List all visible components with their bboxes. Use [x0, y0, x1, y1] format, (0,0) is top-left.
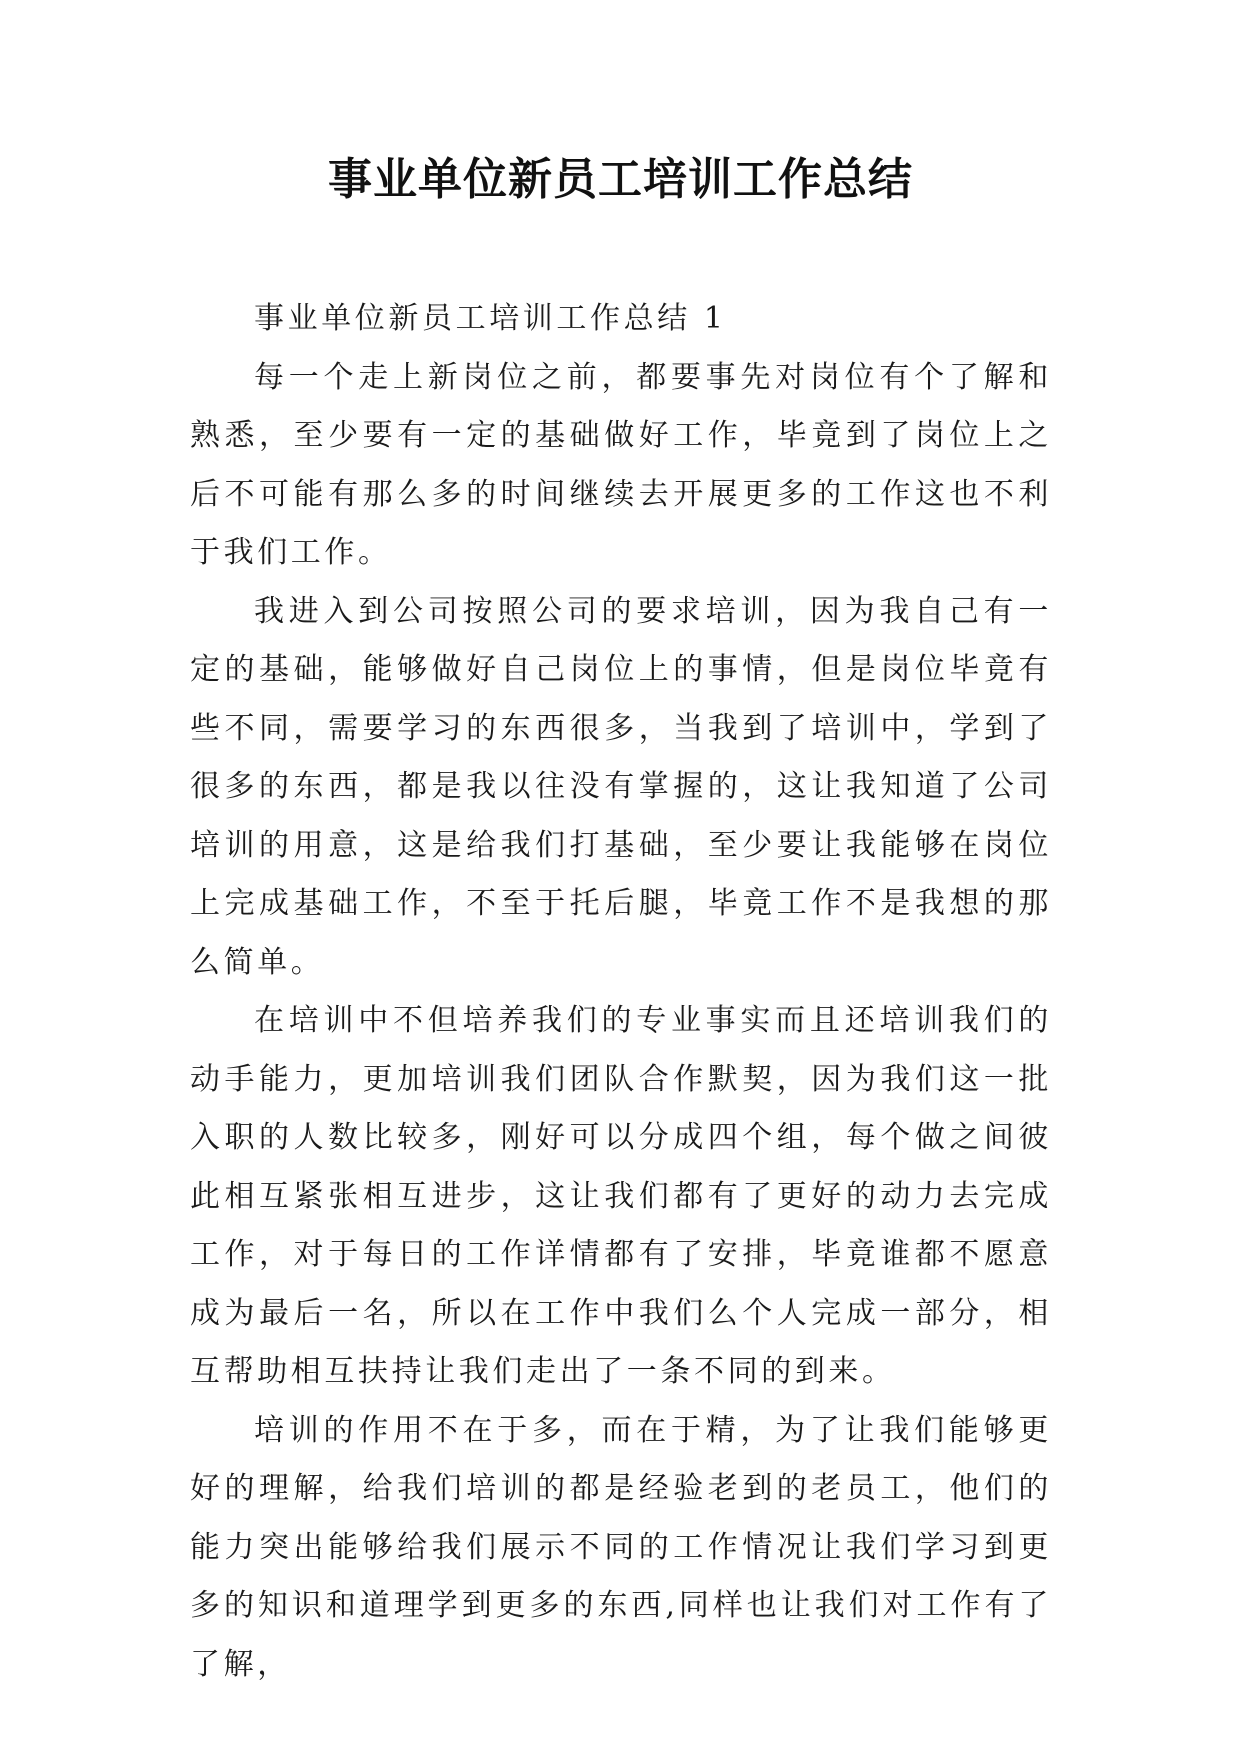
paragraph: 在培训中不但培养我们的专业事实而且还培训我们的动手能力，更加培训我们团队合作默契，因为我们这一批入职的人数比较多，刚好可以分成四个组，每个做之间彼此相互紧张相互进步，这让我们都有了更好的动力去完成工作，对于每日的工作详情都有了安排，毕竟谁都不愿意成为最后一名，所以在工作中我们么个人完成一部分，相互帮助相互扶持让我们走出了一条不同的到来。 [190, 1003, 1052, 1389]
document-body [190, 290, 1052, 1694]
document-title: 事业单位新员工培训工作总结 [328, 154, 913, 205]
paragraph: 培训的作用不在于多，而在于精，为了让我们能够更好的理解，给我们培训的都是经验老到的老员工，他们的能力突出能够给我们展示不同的工作情况让我们学习到更多的知识和道理学到更多的东西,同样也让我们对工作有了了解， [190, 1412, 1052, 1682]
paragraph: 我进入到公司按照公司的要求培训，因为我自己有一定的基础，能够做好自己岗位上的事情，但是岗位毕竟有些不同，需要学习的东西很多，当我到了培训中，学到了很多的东西，都是我以往没有掌握的，这让我知道了公司培训的用意，这是给我们打基础，至少要让我能够在岗位上完成基础工作，不至于托后腿，毕竟工作不是我想的那么简单。 [190, 593, 1052, 980]
section-heading: 事业单位新员工培训工作总结 1 [254, 301, 727, 336]
paragraph: 每一个走上新岗位之前，都要事先对岗位有个了解和熟悉，至少要有一定的基础做好工作，毕竟到了岗位上之后不可能有那么多的时间继续去开展更多的工作这也不利于我们工作。 [190, 359, 1052, 570]
